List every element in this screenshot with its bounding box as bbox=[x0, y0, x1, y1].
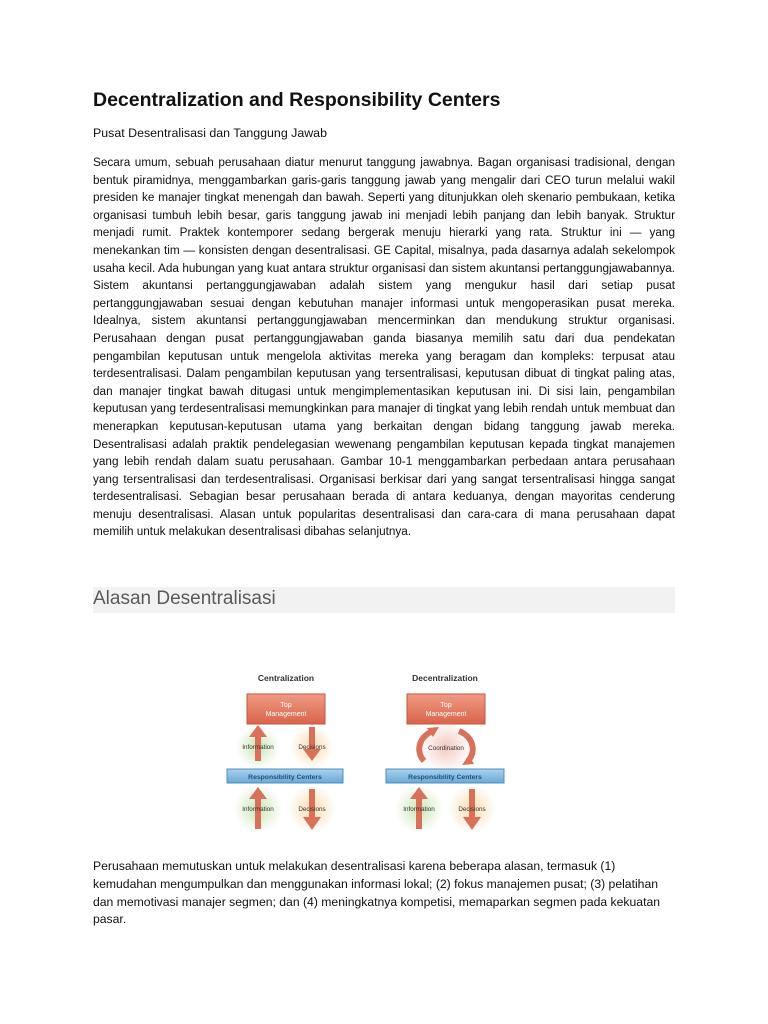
decentralization-lower-decisions-label: Decisions bbox=[458, 806, 486, 813]
centralization-decentralization-figure bbox=[178, 665, 520, 841]
decentralization-top-label-1: Top bbox=[440, 702, 452, 709]
centralization-lower-information-label: Information bbox=[242, 806, 274, 813]
section-heading: Alasan Desentralisasi bbox=[93, 588, 276, 609]
decentralization-heading: Decentralization bbox=[412, 673, 478, 683]
centralization-top-label-2: Management bbox=[265, 711, 307, 718]
centralization-bar-label: Responsibility Centers bbox=[248, 774, 322, 781]
body-paragraph: Secara umum, sebuah perusahaan diatur menurut tanggung jawabnya. Bagan organisasi tradisional, dengan bentuk piramidnya, menggambarkan garis-garis tanggung jawab yang mengalir dari CEO turun melalui wakil presiden ke manajer tingkat menengah dan bawah. Seperti yang ditunjukkan oleh skenario pembukaan, ketika organisasi tumbuh lebih besar, garis tanggung jawab ini menjadi lebih panjang dan lebih banyak. Struktur menjadi rumit. Praktek kontemporer sedang bergerak menuju hierarki yang rata. Struktur ini — yang menekankan tim — konsisten dengan desentralisasi. GE Capital, misalnya, pada dasarnya adalah sekelompok usaha kecil. Ada hubungan yang kuat antara struktur organisasi dan sistem akuntansi pertanggungjawabannya. Sistem akuntansi pertanggungjawaban adalah sistem yang mengukur hasil dari setiap pusat pertanggungjawaban sesuai dengan kebutuhan manajer informasi untuk mengoperasikan pusat mereka. Idealnya, sistem akuntansi pertanggungjawaban mencerminkan dan mendukung struktur organisasi. Perusahaan dengan pusat pertanggungjawaban ganda biasanya memilih satu dari dua pendekatan pengambilan keputusan untuk mengelola aktivitas mereka yang beragam dan kompleks: terpusat atau terdesentralisasi. Dalam pengambilan keputusan yang tersentralisasi, keputusan dibuat di tingkat paling atas, dan manajer tingkat bawah ditugasi untuk mengimplementasikan keputusan ini. Di sisi lain, pengambilan keputusan yang terdesentralisasi memungkinkan para manajer di tingkat yang lebih rendah untuk membuat dan menerapkan keputusan-keputusan utama yang berkaitan dengan bidang tanggung jawab mereka. Desentralisasi adalah praktik pendelegasian wewenang pengambilan keputusan kepada tingkat manajemen yang lebih rendah dalam suatu perusahaan. Gambar 10-1 menggambarkan perbedaan antara perusahaan yang tersentralisasi dan terdesentralisasi. Organisasi berkisar dari yang sangat tersentralisasi hingga sangat terdesentralisasi. Sebagian besar perusahaan berada di antara keduanya, dengan mayoritas cenderung menuju desentralisasi. Alasan untuk popularitas desentralisasi dan cara-cara di mana perusahaan dapat memilih untuk melakukan desentralisasi dibahas selanjutnya. bbox=[93, 156, 675, 539]
decentralization-lower-information-label: Information bbox=[403, 806, 435, 813]
centralization-lower-decisions-label: Decisions bbox=[298, 806, 326, 813]
centralization-top-label-1: Top bbox=[280, 702, 292, 709]
centralization-upper-decisions-label: Decisions bbox=[298, 744, 326, 751]
page-subtitle: Pusat Desentralisasi dan Tanggung Jawab bbox=[93, 126, 327, 140]
centralization-top-management-box bbox=[247, 694, 325, 724]
centralization-heading: Centralization bbox=[257, 673, 315, 683]
reasons-paragraph: Perusahaan memutuskan untuk melakukan desentralisasi karena beberapa alasan, termasuk (1) kemudahan mengumpulkan dan menggunakan informasi lokal; (2) fokus manajemen pusat; (3) pelatihan dan memotivasi manajer segmen; dan (4) meningkatnya kompetisi, memaparkan segmen pada kekuatan pasar. bbox=[93, 859, 661, 927]
centralization-upper-information-label: Information bbox=[242, 744, 274, 751]
decentralization-top-label-2: Management bbox=[425, 711, 467, 718]
page-title: Decentralization and Responsibility Centers bbox=[93, 89, 501, 111]
decentralization-coordination-label: Coordination bbox=[428, 745, 464, 752]
decentralization-bar-label: Responsibility Centers bbox=[408, 774, 482, 781]
decentralization-top-management-box bbox=[407, 694, 485, 724]
